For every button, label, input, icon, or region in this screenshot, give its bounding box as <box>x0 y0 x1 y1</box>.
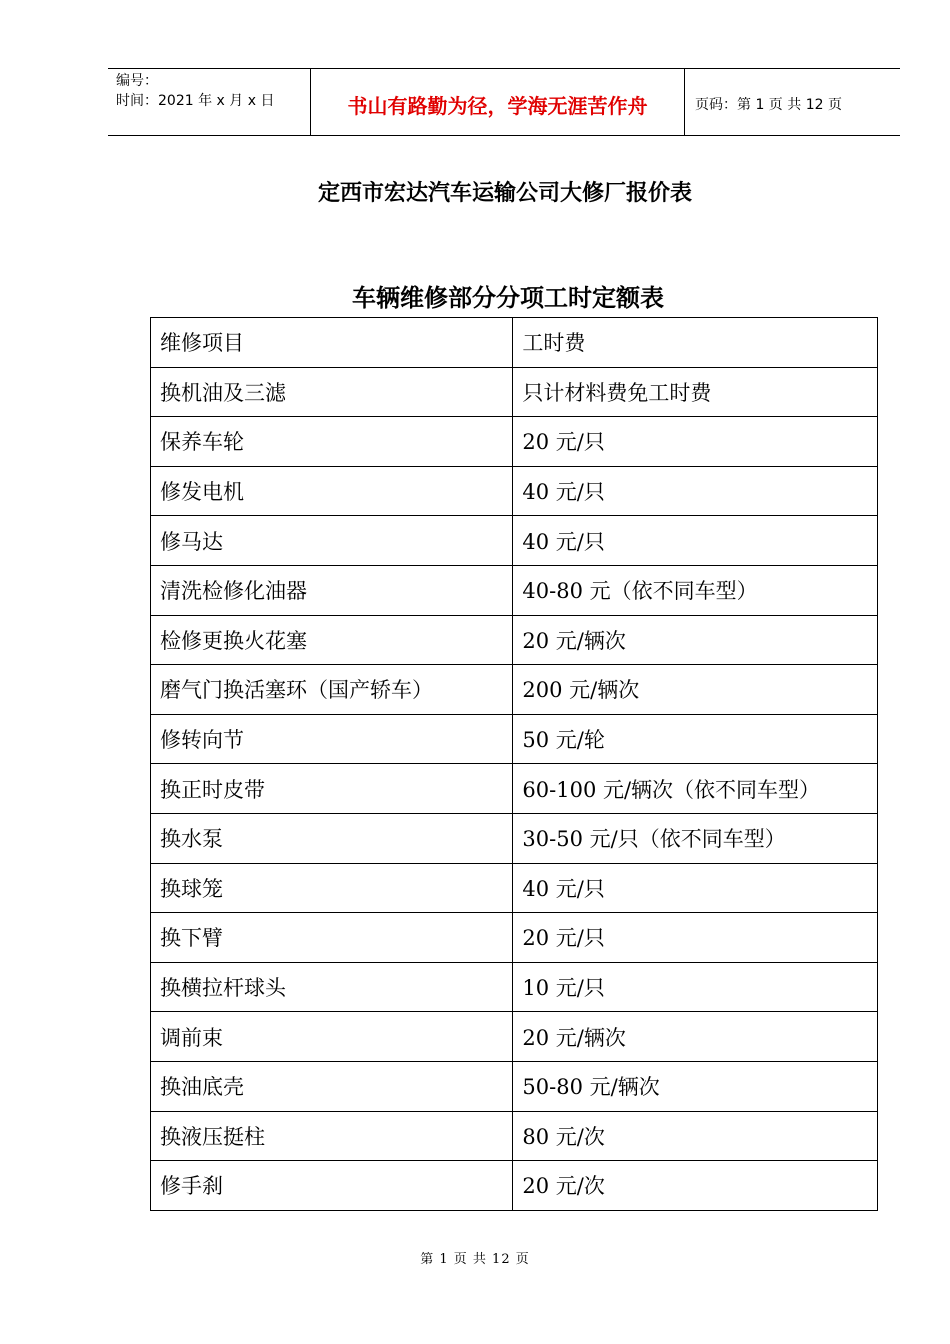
labor-fee-cell: 50-80 元/辆次 <box>513 1061 878 1111</box>
page-header <box>108 68 900 136</box>
page-info: 页码：第 1 页 共 12 页 <box>695 97 842 113</box>
table-row <box>151 714 878 764</box>
repair-item-cell: 换下臂 <box>151 913 513 963</box>
number-label: 编号： <box>116 73 158 89</box>
labor-fee-cell: 40-80 元（依不同车型） <box>513 565 878 615</box>
repair-item-cell: 保养车轮 <box>151 417 513 467</box>
table-row <box>151 764 878 814</box>
table-row <box>151 1061 878 1111</box>
repair-item-cell: 修手刹 <box>151 1161 513 1211</box>
table-row <box>151 1161 878 1211</box>
repair-item-cell: 修发电机 <box>151 466 513 516</box>
table-title: 车辆维修部分分项工时定额表 <box>352 284 664 312</box>
labor-fee-cell: 40 元/只 <box>513 466 878 516</box>
repair-item-cell: 换正时皮带 <box>151 764 513 814</box>
header-cell-item: 维修项目 <box>151 318 513 368</box>
table-row <box>151 863 878 913</box>
repair-item-cell: 修转向节 <box>151 714 513 764</box>
repair-item-cell: 调前束 <box>151 1012 513 1062</box>
repair-item-cell: 换机油及三滤 <box>151 367 513 417</box>
repair-item-cell: 换液压挺柱 <box>151 1111 513 1161</box>
table-row <box>151 962 878 1012</box>
labor-fee-cell: 20 元/只 <box>513 913 878 963</box>
labor-fee-cell: 只计材料费免工时费 <box>513 367 878 417</box>
table-row <box>151 565 878 615</box>
labor-fee-cell: 20 元/辆次 <box>513 1012 878 1062</box>
header-meta <box>108 69 311 135</box>
labor-fee-cell: 10 元/只 <box>513 962 878 1012</box>
labor-fee-cell: 20 元/次 <box>513 1161 878 1211</box>
repair-item-cell: 磨气门换活塞环（国产轿车） <box>151 665 513 715</box>
table-row <box>151 466 878 516</box>
repair-item-cell: 换水泵 <box>151 813 513 863</box>
table-row <box>151 1012 878 1062</box>
motto-text: 书山有路勤为径，学海无涯苦作舟 <box>311 69 685 135</box>
page-footer: 第 1 页 共 12 页 <box>420 1252 530 1267</box>
table-row <box>151 516 878 566</box>
repair-item-cell: 检修更换火花塞 <box>151 615 513 665</box>
labor-fee-cell: 30-50 元/只（依不同车型） <box>513 813 878 863</box>
labor-fee-cell: 20 元/只 <box>513 417 878 467</box>
labor-fee-cell: 200 元/辆次 <box>513 665 878 715</box>
repair-item-cell: 修马达 <box>151 516 513 566</box>
table-row <box>151 615 878 665</box>
repair-item-cell: 换球笼 <box>151 863 513 913</box>
repair-item-cell: 换油底壳 <box>151 1061 513 1111</box>
table-row <box>151 417 878 467</box>
repair-item-cell: 清洗检修化油器 <box>151 565 513 615</box>
table-header-row <box>151 318 878 368</box>
document-title: 定西市宏达汽车运输公司大修厂报价表 <box>317 181 692 206</box>
labor-fee-cell: 80 元/次 <box>513 1111 878 1161</box>
repair-item-cell: 换横拉杆球头 <box>151 962 513 1012</box>
labor-fee-cell: 60-100 元/辆次（依不同车型） <box>513 764 878 814</box>
table-row <box>151 1111 878 1161</box>
labor-fee-cell: 50 元/轮 <box>513 714 878 764</box>
table-row <box>151 813 878 863</box>
labor-fee-cell: 40 元/只 <box>513 863 878 913</box>
table-row <box>151 913 878 963</box>
table-row <box>151 367 878 417</box>
time-label: 时间：2021 年 x 月 x 日 <box>116 93 275 109</box>
labor-quota-table <box>150 317 878 1211</box>
table-row <box>151 665 878 715</box>
header-cell-fee: 工时费 <box>513 318 878 368</box>
labor-fee-cell: 40 元/只 <box>513 516 878 566</box>
labor-fee-cell: 20 元/辆次 <box>513 615 878 665</box>
